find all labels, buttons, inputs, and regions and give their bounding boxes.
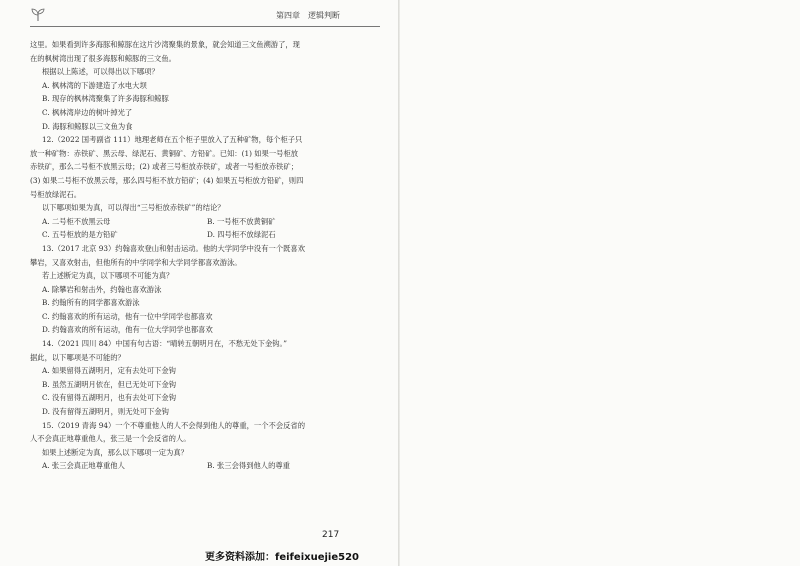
- text-line: 如果上述断定为真，那么以下哪项一定为真？: [42, 447, 188, 457]
- text-line: 放一种矿物：赤铁矿、黑云母、绿泥石、黄铜矿、方铅矿。已知：(1) 如果一号柜放: [30, 148, 299, 158]
- option-text: A. 如果留得五湖明月，定有去处可下金钩: [42, 366, 176, 376]
- option-text: A. 张三会真正地尊重他人: [42, 461, 125, 471]
- footer-contact: 更多资料添加：feifeixuejie520: [205, 552, 359, 563]
- option-text: D. 四号柜不放绿泥石: [207, 230, 276, 240]
- option-text: B. 现存的枫林湾聚集了许多海豚和鲸豚: [42, 94, 169, 104]
- option-text: B. 约翰所有的同学都喜欢游泳: [42, 298, 140, 308]
- option-text: D. 没有留得五湖明月，则无处可下金钩: [42, 407, 169, 417]
- text-line: 根据以上陈述，可以得出以下哪项？: [42, 67, 159, 77]
- right-page: [400, 0, 800, 566]
- header-rule: [30, 26, 380, 27]
- sprout-icon: [30, 6, 46, 22]
- option-text: B. 一号柜不放黄铜矿: [207, 216, 276, 226]
- option-row: [30, 459, 372, 473]
- text-line: 14.（2021 四川 84）中国有句古语：“晴转五朝明月在，不愁无处下金钩。”: [42, 339, 287, 349]
- option-text: A. 枫林湾的下游建造了水电大坝: [42, 80, 147, 90]
- text-line: 这里。如果看到许多海豚和鲸豚在这片沙湾聚集的景象，就会知道三文鱼溯游了，现: [30, 40, 300, 49]
- text-line: (3) 如果二号柜不放黑云母，那么四号柜不放方铅矿；(4) 如果五号柜放方铅矿，则四: [30, 175, 304, 185]
- option-row: [30, 215, 372, 229]
- option-text: D. 海豚和鲸豚以三文鱼为食: [42, 121, 133, 131]
- left-text-column: [30, 38, 372, 473]
- option-text: D. 约翰喜欢的所有运动，他有一位大学同学也都喜欢: [42, 325, 213, 335]
- text-line: 赤铁矿，那么二号柜不放黑云母；(2) 或者三号柜放赤铁矿，或者一号柜放赤铁矿；: [30, 162, 299, 172]
- option-text: A. 除攀岩和射击外，约翰也喜欢游泳: [42, 284, 162, 294]
- text-line: 在的枫树湾出现了很多海豚和鲸豚的三文鱼。: [30, 53, 176, 63]
- text-line: 号柜放绿泥石。: [30, 189, 82, 199]
- option-text: C. 约翰喜欢的所有运动，他有一位中学同学也都喜欢: [42, 311, 213, 321]
- page-number: 217: [322, 530, 340, 540]
- text-line: 12.（2022 国考副省 111）地理老师在五个柜子里放入了五种矿物，每个柜子只: [42, 135, 303, 145]
- text-line: 人不会真正地尊重他人，张三是一个会反省的人。: [30, 434, 191, 444]
- option-text: B. 张三会得到他人的尊重: [207, 461, 290, 471]
- chapter-header: 第四章 逻辑判断: [276, 11, 340, 20]
- option-text: A. 二号柜不放黑云母: [42, 216, 111, 226]
- text-line: 攀岩，又喜欢射击，但他所有的中学同学和大学同学都喜欢游泳。: [30, 257, 242, 267]
- option-text: C. 五号柜放的是方铅矿: [42, 230, 118, 240]
- text-line: 15.（2019 青海 94）一个不尊重他人的人不会得到他人的尊重，一个不会反省的: [42, 420, 306, 430]
- text-line: 若上述断定为真，以下哪项不可能为真？: [42, 271, 174, 281]
- option-text: C. 没有留得五湖明月，也有去处可下金钩: [42, 393, 177, 403]
- option-row: [30, 228, 372, 242]
- text-line: 13.（2017 北京 93）约翰喜欢登山和射击运动。他的大学同学中没有一个既喜欢: [42, 243, 306, 253]
- text-line: 据此，以下哪项是不可能的？: [30, 352, 125, 362]
- text-line: 以下哪项如果为真，可以得出“三号柜放赤铁矿”的结论？: [42, 203, 225, 213]
- option-text: B. 虽然五湖明月依在，但已无处可下金钩: [42, 379, 177, 389]
- option-text: C. 枫林湾岸边的树叶掉光了: [42, 107, 133, 117]
